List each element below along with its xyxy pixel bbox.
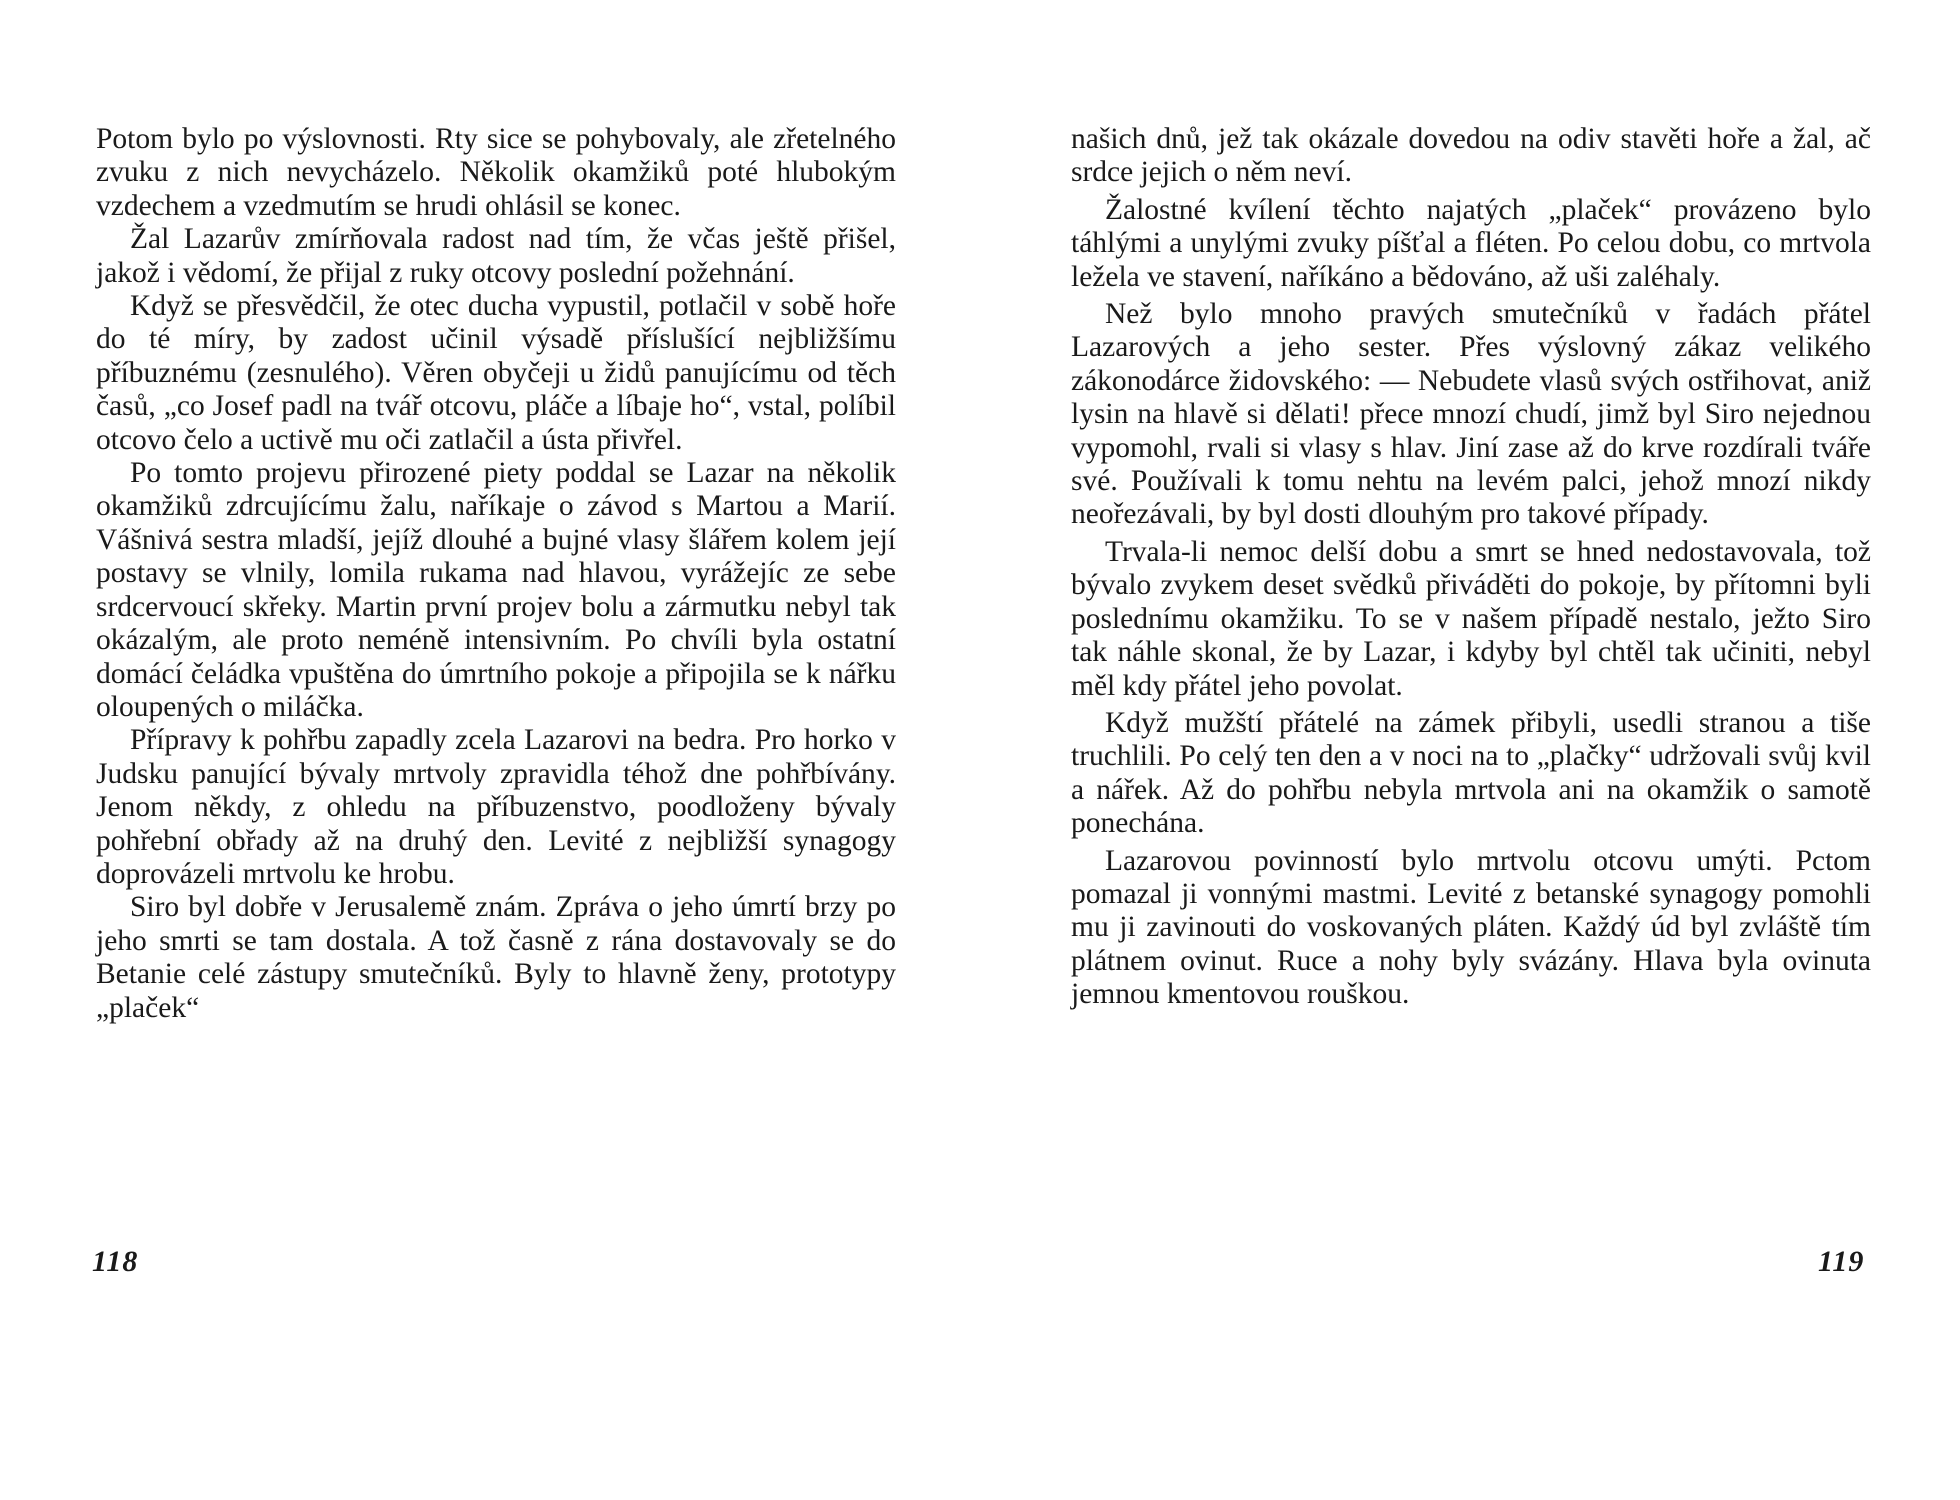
right-page-text [1071, 123, 1871, 1012]
right-page [980, 0, 1960, 1500]
paragraph: Žalostné kvílení těchto najatých „plaček“ provázeno bylo táhlými a unylými zvuky píšťal a fléten. Po celou dobu, co mrtvola ležela ve stavení, naříkáno a bědováno, až uši zaléhaly. [1071, 193, 1871, 293]
paragraph: Lazarovou povinností bylo mrtvolu otcovu umýti. Pctom pomazal ji vonnými mastmi. Levité z betanské synagogy pomohli mu ji zavinouti do voskovaných pláten. Každý úd byl zvláště tím plátnem ovinut. Ruce a nohy byly svázány. Hlava byla ovinuta jemnou kmentovou rouškou. [1071, 844, 1871, 1011]
paragraph: Než bylo mnoho pravých smutečníků v řadách přátel Lazarových a jeho sester. Přes výslovný zákaz velikého zákonodárce židovského: — Nebudete vlasů svých ostřihovat, aniž lysin na hlavě si dělati! přece mnozí chudí, jimž byl Siro nejednou vypomohl, rvali si vlasy s hlav. Jiní zase až do krve rozdírali tváře své. Používali k tomu nehtu na levém palci, jehož mnozí nikdy neořezávali, by byl dosti dlouhým pro takové případy. [1071, 298, 1871, 531]
paragraph: Trvala-li nemoc delší dobu a smrt se hned nedostavovala, tož bývalo zvykem deset svědků přiváděti do pokoje, by přítomni byli poslednímu okamžiku. To se v našem případě nestalo, ježto Siro tak náhle skonal, že by Lazar, i kdyby byl chtěl tak učiniti, nebyl měl kdy přátel jeho povolat. [1071, 535, 1871, 702]
left-page-text [96, 123, 896, 1025]
paragraph: našich dnů, jež tak okázale dovedou na odiv stavěti hoře a žal, ač srdce jejich o něm neví. [1071, 123, 1871, 189]
paragraph: Když se přesvědčil, že otec ducha vypustil, potlačil v sobě hoře do té míry, by zadost učinil výsadě příslušící nejbližšímu příbuznému (zesnulého). Věren obyčeji u židů panujícímu od těch časů, „co Josef padl na tvář otcovu, pláče a líbaje ho“, vstal, políbil otcovo čelo a uctivě mu oči zatlačil a ústa přivřel. [96, 290, 896, 456]
page-number: 119 [1818, 1245, 1865, 1278]
paragraph: Po tomto projevu přirozené piety poddal se Lazar na několik okamžiků zdrcujícímu žalu, naříkaje o závod s Martou a Marií. Vášnivá sestra mladší, jejíž dlouhé a bujné vlasy šlářem kolem její postavy se vlnily, lomila rukama nad hlavou, vyrážejíc ze sebe srdcervoucí skřeky. Martin první projev bolu a zármutku nebyl tak okázalým, ale proto neméně intensivním. Po chvíli byla ostatní domácí čeládka vpuštěna do úmrtního pokoje a připojila se k nářku oloupených o miláčka. [96, 457, 896, 723]
paragraph: Přípravy k pohřbu zapadly zcela Lazarovi na bedra. Pro horko v Judsku panující bývaly mrtvoly zpravidla téhož dne pohřbívány. Jenom někdy, z ohledu na příbuzenstvo, poodloženy bývaly pohřební obřady až na druhý den. Levité z nejbližší synagogy doprovázeli mrtvolu ke hrobu. [96, 724, 896, 890]
paragraph: Když mužští přátelé na zámek přibyli, usedli stranou a tiše truchlili. Po celý ten den a v noci na to „plačky“ udržovali svůj kvil a nářek. Až do pohřbu nebyla mrtvola ani na okamžik o samotě ponechána. [1071, 706, 1871, 840]
paragraph: Potom bylo po výslovnosti. Rty sice se pohybovaly, ale zřetelného zvuku z nich nevycházelo. Několik okamžiků poté hlubokým vzdechem a vzedmutím se hrudi ohlásil se konec. [96, 123, 896, 222]
paragraph: Žal Lazarův zmírňovala radost nad tím, že včas ještě přišel, jakož i vědomí, že přijal z ruky otcovy poslední požehnání. [96, 223, 896, 289]
paragraph: Siro byl dobře v Jerusalemě znám. Zpráva o jeho úmrtí brzy po jeho smrti se tam dostala. A tož časně z rána dostavovaly se do Betanie celé zástupy smutečníků. Byly to hlavně ženy, prototypy „plaček“ [96, 891, 896, 1024]
page-number: 118 [92, 1245, 139, 1278]
